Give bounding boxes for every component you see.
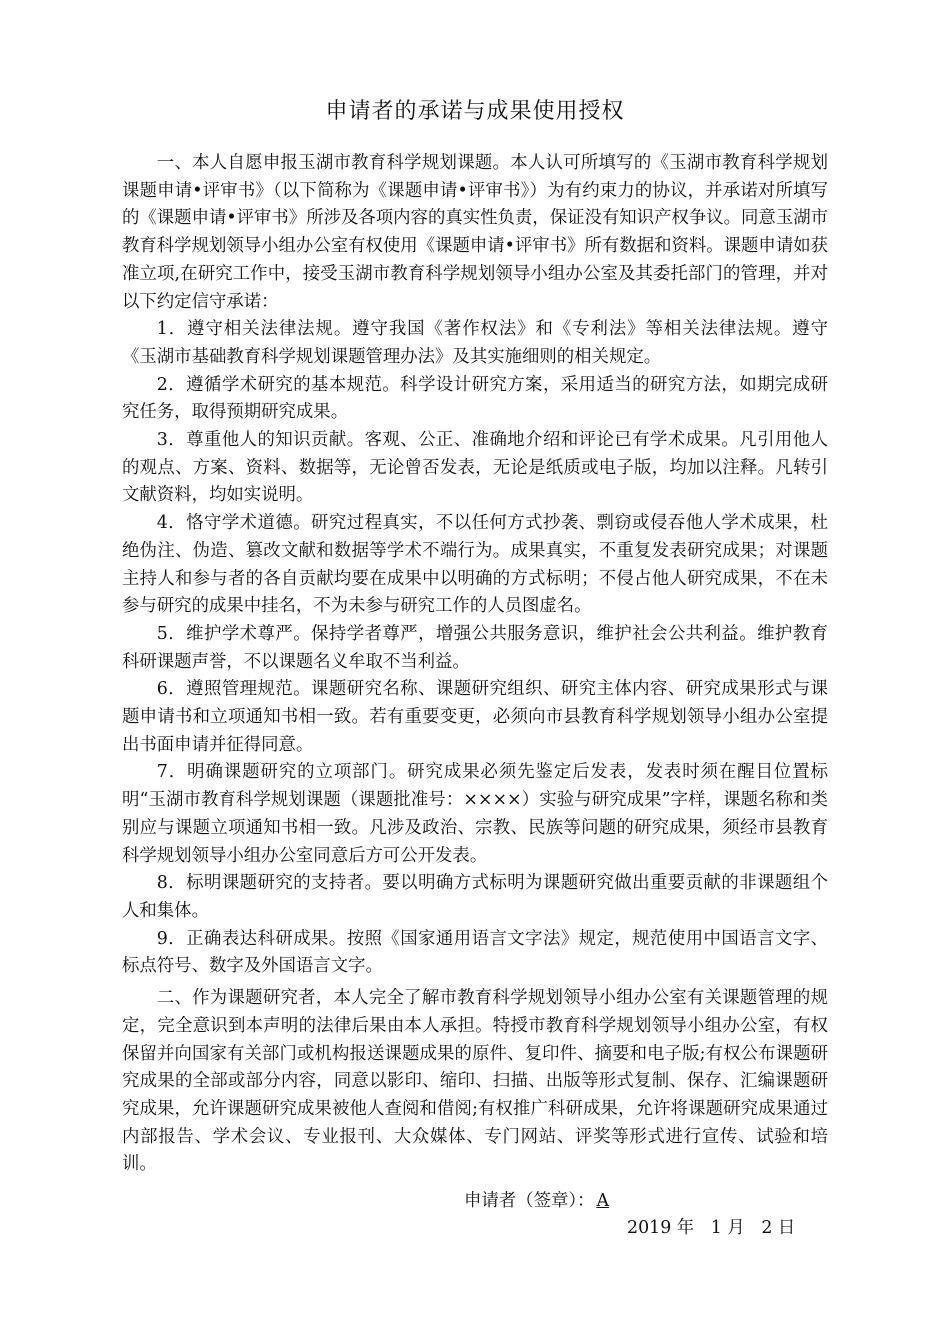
- paragraph-item-5: 5．维护学术尊严。保持学者尊严，增强公共服务意识，维护社会公共利益。维护教育科研课题声誉，不以课题名义牟取不当利益。: [122, 623, 828, 672]
- paragraph-item-7: 7．明确课题研究的立项部门。研究成果必须先鉴定后发表，发表时须在醒目位置标明“玉湖市教育科学规划课题（课题批准号：××××）实验与研究成果”字样，课题名称和类别应与课题立项通知书相一致。凡涉及政治、宗教、民族等问题的研究成果，须经市县教育科学规划领导小组办公室同意后方可公开发表。: [122, 762, 828, 866]
- signature-value: A: [596, 1191, 609, 1211]
- paragraph-item-1: 1．遵守相关法律法规。遵守我国《著作权法》和《专利法》等相关法律法规。遵守《玉湖市基础教育科学规划课题管理办法》及其实施细则的相关规定。: [122, 319, 828, 367]
- paragraph-item-2: 2．遵循学术研究的基本规范。科学设计研究方案，采用适当的研究方法，如期完成研究任务，取得预期研究成果。: [122, 374, 828, 423]
- paragraph-item-4: 4．恪守学术道德。研究过程真实，不以任何方式抄袭、剽窃或侵吞他人学术成果，杜绝伪注、伪造、篡改文献和数据等学术不端行为。成果真实，不重复发表研究成果；对课题主持人和参与者的各自贡献均要在成果中以明确的方式标明；不侵占他人研究成果，不在未参与研究的成果中挂名，不为未参与研究工作的人员图虚名。: [122, 513, 828, 617]
- paragraph-item-6: 6．遵照管理规范。课题研究名称、课题研究组织、研究主体内容、研究成果形式与课题申请书和立项通知书相一致。若有重要变更，必须向市县教育科学规划领导小组办公室提出书面申请并征得同意。: [122, 679, 828, 755]
- paragraph-item-8: 8．标明课题研究的支持者。要以明确方式标明为课题研究做出重要贡献的非课题组个人和集体。: [122, 873, 828, 921]
- paragraph-pledge-intro: 一、本人自愿申报玉湖市教育科学规划课题。本人认可所填写的《玉湖市教育科学规划课题申请•评审书》（以下简称为《课题申请•评审书》）为有约束力的协议，并承诺对所填写的《课题申请•评审书》所涉及各项内容的真实性负责，保证没有知识产权争议。同意玉湖市教育科学规划领导小组办公室有权使用《课题申请•评审书》所有数据和资料。课题申请如获准立项,在研究工作中，接受玉湖市教育科学规划领导小组办公室及其委托部门的管理，并对以下约定信守承诺：: [122, 153, 828, 312]
- signing-date: 2019 年 1 月 2 日: [627, 1218, 796, 1238]
- signature-line: [464, 1188, 609, 1215]
- document-body: [122, 150, 828, 1179]
- paragraph-item-9: 9．正确表达科研成果。按照《国家通用语言文字法》规定，规范使用中国语言文字、标点符号、数字及外国语言文字。: [122, 928, 828, 977]
- signature-label: 申请者（签章）：: [464, 1191, 595, 1211]
- paragraph-item-3: 3．尊重他人的知识贡献。客观、公正、准确地介绍和评论已有学术成果。凡引用他人的观点、方案、资料、数据等，无论曾否发表，无论是纸质或电子版，均加以注释。凡转引文献资料，均如实说明。: [122, 430, 828, 506]
- document-title: 申请者的承诺与成果使用授权: [325, 99, 625, 124]
- paragraph-authorization: 二、作为课题研究者，本人完全了解市教育科学规划领导小组办公室有关课题管理的规定，完全意识到本声明的法律后果由本人承担。特授市教育科学规划领导小组办公室，有权保留并向国家有关部门或机构报送课题成果的原件、复印件、摘要和电子版;有权公布课题研究成果的全部或部分内容，同意以影印、缩印、扫描、出版等形式复制、保存、汇编课题研究成果，允许课题研究成果被他人查阅和借阅;有权推广科研成果，允许将课题研究成果通过内部报告、学术会议、专业报刊、大众媒体、专门网站、评奖等形式进行宣传、试验和培训。: [122, 988, 828, 1175]
